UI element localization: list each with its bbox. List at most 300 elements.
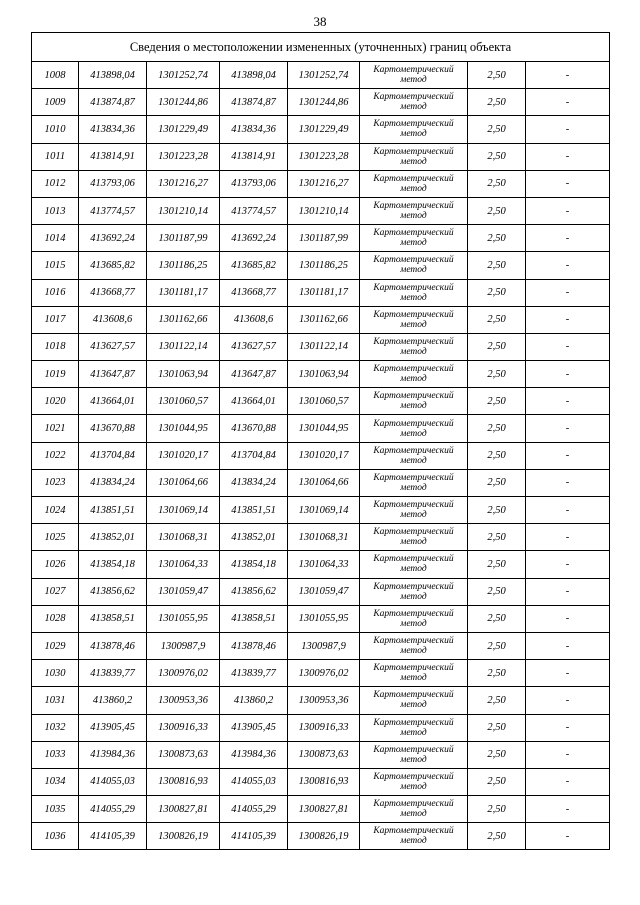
point-number-cell: 1030 <box>32 660 79 687</box>
existing-x-cell: 413854,18 <box>79 551 147 578</box>
existing-y-cell: 1301162,66 <box>147 306 220 333</box>
accuracy-cell: 2,50 <box>468 768 526 795</box>
method-line-1: Картометрический <box>373 201 454 212</box>
existing-y-cell: 1301244,86 <box>147 89 220 116</box>
accuracy-cell: 2,50 <box>468 524 526 551</box>
refined-y-cell: 1300953,36 <box>288 687 360 714</box>
existing-x-cell: 413878,46 <box>79 632 147 659</box>
existing-y-cell: 1301216,27 <box>147 170 220 197</box>
refined-x-cell: 413854,18 <box>220 551 288 578</box>
existing-x-cell: 413898,04 <box>79 62 147 89</box>
point-number-cell: 1009 <box>32 89 79 116</box>
method-cell <box>360 306 468 333</box>
refined-x-cell: 413874,87 <box>220 89 288 116</box>
refined-y-cell: 1300826,19 <box>288 823 360 850</box>
method-cell <box>360 741 468 768</box>
description-cell: - <box>526 823 610 850</box>
refined-x-cell: 413878,46 <box>220 632 288 659</box>
method-line-2: метод <box>400 211 427 222</box>
method-line-2: метод <box>400 129 427 140</box>
refined-y-cell: 1301122,14 <box>288 333 360 360</box>
existing-y-cell: 1301187,99 <box>147 225 220 252</box>
accuracy-cell: 2,50 <box>468 796 526 823</box>
existing-x-cell: 413608,6 <box>79 306 147 333</box>
point-number-cell: 1029 <box>32 632 79 659</box>
point-number-cell: 1014 <box>32 225 79 252</box>
existing-y-cell: 1300916,33 <box>147 714 220 741</box>
method-line-1: Картометрический <box>373 554 454 565</box>
refined-x-cell: 413839,77 <box>220 660 288 687</box>
method-cell <box>360 578 468 605</box>
point-number-cell: 1012 <box>32 170 79 197</box>
existing-x-cell: 413858,51 <box>79 605 147 632</box>
method-cell <box>360 415 468 442</box>
refined-x-cell: 413685,82 <box>220 252 288 279</box>
table-row <box>32 660 610 687</box>
method-cell <box>360 796 468 823</box>
table-row <box>32 197 610 224</box>
accuracy-cell: 2,50 <box>468 660 526 687</box>
refined-x-cell: 413851,51 <box>220 497 288 524</box>
existing-x-cell: 413839,77 <box>79 660 147 687</box>
existing-y-cell: 1301063,94 <box>147 361 220 388</box>
existing-y-cell: 1301060,57 <box>147 388 220 415</box>
accuracy-cell: 2,50 <box>468 333 526 360</box>
existing-y-cell: 1301064,66 <box>147 469 220 496</box>
refined-y-cell: 1301186,25 <box>288 252 360 279</box>
refined-x-cell: 413905,45 <box>220 714 288 741</box>
method-line-1: Картометрический <box>373 690 454 701</box>
existing-y-cell: 1301252,74 <box>147 62 220 89</box>
method-cell <box>360 361 468 388</box>
refined-x-cell: 413793,06 <box>220 170 288 197</box>
existing-x-cell: 413984,36 <box>79 741 147 768</box>
point-number-cell: 1034 <box>32 768 79 795</box>
table-row <box>32 442 610 469</box>
refined-y-cell: 1301216,27 <box>288 170 360 197</box>
accuracy-cell: 2,50 <box>468 225 526 252</box>
existing-y-cell: 1300873,63 <box>147 741 220 768</box>
description-cell: - <box>526 89 610 116</box>
accuracy-cell: 2,50 <box>468 197 526 224</box>
table-title: Сведения о местоположении измененных (уточненных) границ объекта <box>32 33 610 62</box>
existing-x-cell: 413692,24 <box>79 225 147 252</box>
accuracy-cell: 2,50 <box>468 714 526 741</box>
method-line-2: метод <box>400 836 427 847</box>
point-number-cell: 1036 <box>32 823 79 850</box>
method-line-1: Картометрический <box>373 581 454 592</box>
existing-x-cell: 413647,87 <box>79 361 147 388</box>
point-number-cell: 1017 <box>32 306 79 333</box>
method-line-2: метод <box>400 646 427 657</box>
refined-x-cell: 413834,36 <box>220 116 288 143</box>
refined-x-cell: 413668,77 <box>220 279 288 306</box>
table-row <box>32 388 610 415</box>
description-cell: - <box>526 578 610 605</box>
description-cell: - <box>526 469 610 496</box>
refined-y-cell: 1301063,94 <box>288 361 360 388</box>
method-line-1: Картометрический <box>373 418 454 429</box>
description-cell: - <box>526 62 610 89</box>
method-line-1: Картометрический <box>373 527 454 538</box>
boundary-coordinates-table <box>31 32 610 850</box>
accuracy-cell: 2,50 <box>468 62 526 89</box>
accuracy-cell: 2,50 <box>468 605 526 632</box>
point-number-cell: 1035 <box>32 796 79 823</box>
refined-x-cell: 413647,87 <box>220 361 288 388</box>
method-line-2: метод <box>400 183 427 194</box>
point-number-cell: 1011 <box>32 143 79 170</box>
table-row <box>32 687 610 714</box>
method-cell <box>360 632 468 659</box>
method-line-2: метод <box>400 374 427 385</box>
existing-x-cell: 413685,82 <box>79 252 147 279</box>
method-line-2: метод <box>400 618 427 629</box>
method-line-1: Картометрический <box>373 500 454 511</box>
method-line-2: метод <box>400 401 427 412</box>
refined-y-cell: 1301059,47 <box>288 578 360 605</box>
point-number-cell: 1018 <box>32 333 79 360</box>
existing-y-cell: 1301181,17 <box>147 279 220 306</box>
refined-y-cell: 1301210,14 <box>288 197 360 224</box>
table-row <box>32 306 610 333</box>
method-cell <box>360 823 468 850</box>
description-cell: - <box>526 768 610 795</box>
existing-x-cell: 413670,88 <box>79 415 147 442</box>
method-cell <box>360 768 468 795</box>
method-cell <box>360 197 468 224</box>
refined-y-cell: 1300873,63 <box>288 741 360 768</box>
method-cell <box>360 497 468 524</box>
method-cell <box>360 660 468 687</box>
description-cell: - <box>526 361 610 388</box>
refined-y-cell: 1300987,9 <box>288 632 360 659</box>
point-number-cell: 1013 <box>32 197 79 224</box>
method-line-2: метод <box>400 781 427 792</box>
method-cell <box>360 225 468 252</box>
table-row <box>32 143 610 170</box>
existing-y-cell: 1301210,14 <box>147 197 220 224</box>
point-number-cell: 1016 <box>32 279 79 306</box>
method-line-2: метод <box>400 238 427 249</box>
method-line-2: метод <box>400 510 427 521</box>
existing-x-cell: 413704,84 <box>79 442 147 469</box>
accuracy-cell: 2,50 <box>468 497 526 524</box>
description-cell: - <box>526 442 610 469</box>
accuracy-cell: 2,50 <box>468 823 526 850</box>
existing-x-cell: 413664,01 <box>79 388 147 415</box>
accuracy-cell: 2,50 <box>468 687 526 714</box>
existing-x-cell: 413834,36 <box>79 116 147 143</box>
method-line-1: Картометрический <box>373 771 454 782</box>
method-line-1: Картометрический <box>373 744 454 755</box>
point-number-cell: 1015 <box>32 252 79 279</box>
table-row <box>32 823 610 850</box>
existing-x-cell: 413814,91 <box>79 143 147 170</box>
point-number-cell: 1025 <box>32 524 79 551</box>
accuracy-cell: 2,50 <box>468 741 526 768</box>
accuracy-cell: 2,50 <box>468 170 526 197</box>
method-line-1: Картометрический <box>373 799 454 810</box>
existing-y-cell: 1300976,02 <box>147 660 220 687</box>
description-cell: - <box>526 333 610 360</box>
method-line-2: метод <box>400 156 427 167</box>
refined-x-cell: 413898,04 <box>220 62 288 89</box>
point-number-cell: 1021 <box>32 415 79 442</box>
table-body <box>32 62 610 850</box>
accuracy-cell: 2,50 <box>468 442 526 469</box>
accuracy-cell: 2,50 <box>468 252 526 279</box>
method-line-1: Картометрический <box>373 364 454 375</box>
refined-x-cell: 414055,29 <box>220 796 288 823</box>
accuracy-cell: 2,50 <box>468 89 526 116</box>
method-line-2: метод <box>400 102 427 113</box>
method-cell <box>360 551 468 578</box>
refined-y-cell: 1301060,57 <box>288 388 360 415</box>
accuracy-cell: 2,50 <box>468 551 526 578</box>
existing-y-cell: 1300953,36 <box>147 687 220 714</box>
description-cell: - <box>526 170 610 197</box>
method-line-2: метод <box>400 482 427 493</box>
method-cell <box>360 714 468 741</box>
accuracy-cell: 2,50 <box>468 632 526 659</box>
existing-x-cell: 414055,03 <box>79 768 147 795</box>
table-row <box>32 605 610 632</box>
existing-y-cell: 1301044,95 <box>147 415 220 442</box>
method-line-2: метод <box>400 455 427 466</box>
description-cell: - <box>526 660 610 687</box>
table-row <box>32 170 610 197</box>
method-line-2: метод <box>400 346 427 357</box>
refined-y-cell: 1301181,17 <box>288 279 360 306</box>
accuracy-cell: 2,50 <box>468 306 526 333</box>
refined-x-cell: 413664,01 <box>220 388 288 415</box>
table-row <box>32 469 610 496</box>
refined-x-cell: 413858,51 <box>220 605 288 632</box>
accuracy-cell: 2,50 <box>468 388 526 415</box>
method-line-1: Картометрический <box>373 445 454 456</box>
existing-x-cell: 413860,2 <box>79 687 147 714</box>
refined-y-cell: 1301055,95 <box>288 605 360 632</box>
method-line-2: метод <box>400 591 427 602</box>
description-cell: - <box>526 796 610 823</box>
method-cell <box>360 469 468 496</box>
description-cell: - <box>526 197 610 224</box>
description-cell: - <box>526 306 610 333</box>
method-line-1: Картометрический <box>373 173 454 184</box>
existing-y-cell: 1301186,25 <box>147 252 220 279</box>
page-number: 38 <box>313 14 327 29</box>
method-line-1: Картометрический <box>373 282 454 293</box>
description-cell: - <box>526 116 610 143</box>
table-row <box>32 252 610 279</box>
table-row <box>32 632 610 659</box>
table-row <box>32 333 610 360</box>
point-number-cell: 1027 <box>32 578 79 605</box>
method-line-2: метод <box>400 754 427 765</box>
method-line-1: Картометрический <box>373 608 454 619</box>
point-number-cell: 1033 <box>32 741 79 768</box>
method-cell <box>360 442 468 469</box>
refined-y-cell: 1301187,99 <box>288 225 360 252</box>
method-line-1: Картометрический <box>373 636 454 647</box>
description-cell: - <box>526 714 610 741</box>
method-cell <box>360 279 468 306</box>
description-cell: - <box>526 741 610 768</box>
table-row <box>32 116 610 143</box>
refined-x-cell: 413670,88 <box>220 415 288 442</box>
accuracy-cell: 2,50 <box>468 279 526 306</box>
method-cell <box>360 143 468 170</box>
existing-x-cell: 414105,39 <box>79 823 147 850</box>
refined-x-cell: 414055,03 <box>220 768 288 795</box>
point-number-cell: 1020 <box>32 388 79 415</box>
method-line-1: Картометрический <box>373 309 454 320</box>
table-row <box>32 796 610 823</box>
method-cell <box>360 252 468 279</box>
table-row <box>32 225 610 252</box>
refined-y-cell: 1301223,28 <box>288 143 360 170</box>
existing-x-cell: 413874,87 <box>79 89 147 116</box>
point-number-cell: 1023 <box>32 469 79 496</box>
point-number-cell: 1008 <box>32 62 79 89</box>
method-line-1: Картометрический <box>373 255 454 266</box>
existing-y-cell: 1301059,47 <box>147 578 220 605</box>
existing-y-cell: 1300827,81 <box>147 796 220 823</box>
method-cell <box>360 116 468 143</box>
table-row <box>32 768 610 795</box>
existing-y-cell: 1301068,31 <box>147 524 220 551</box>
table-row <box>32 524 610 551</box>
existing-x-cell: 413851,51 <box>79 497 147 524</box>
method-cell <box>360 333 468 360</box>
description-cell: - <box>526 687 610 714</box>
table-row <box>32 497 610 524</box>
refined-x-cell: 413704,84 <box>220 442 288 469</box>
method-line-2: метод <box>400 292 427 303</box>
existing-y-cell: 1301122,14 <box>147 333 220 360</box>
existing-x-cell: 414055,29 <box>79 796 147 823</box>
refined-x-cell: 413692,24 <box>220 225 288 252</box>
point-number-cell: 1032 <box>32 714 79 741</box>
description-cell: - <box>526 632 610 659</box>
description-cell: - <box>526 143 610 170</box>
point-number-cell: 1024 <box>32 497 79 524</box>
method-line-1: Картометрический <box>373 717 454 728</box>
existing-x-cell: 413852,01 <box>79 524 147 551</box>
existing-x-cell: 413774,57 <box>79 197 147 224</box>
method-cell <box>360 524 468 551</box>
existing-y-cell: 1301064,33 <box>147 551 220 578</box>
accuracy-cell: 2,50 <box>468 578 526 605</box>
method-line-2: метод <box>400 809 427 820</box>
refined-y-cell: 1300827,81 <box>288 796 360 823</box>
method-line-2: метод <box>400 75 427 86</box>
description-cell: - <box>526 415 610 442</box>
refined-x-cell: 413608,6 <box>220 306 288 333</box>
point-number-cell: 1022 <box>32 442 79 469</box>
refined-y-cell: 1301069,14 <box>288 497 360 524</box>
refined-y-cell: 1300816,93 <box>288 768 360 795</box>
description-cell: - <box>526 497 610 524</box>
accuracy-cell: 2,50 <box>468 469 526 496</box>
existing-x-cell: 413905,45 <box>79 714 147 741</box>
method-line-1: Картометрический <box>373 228 454 239</box>
existing-x-cell: 413834,24 <box>79 469 147 496</box>
table-row <box>32 714 610 741</box>
description-cell: - <box>526 225 610 252</box>
refined-x-cell: 413774,57 <box>220 197 288 224</box>
refined-x-cell: 413627,57 <box>220 333 288 360</box>
refined-y-cell: 1301044,95 <box>288 415 360 442</box>
method-cell <box>360 687 468 714</box>
table-row <box>32 89 610 116</box>
existing-x-cell: 413793,06 <box>79 170 147 197</box>
refined-x-cell: 413834,24 <box>220 469 288 496</box>
method-line-1: Картометрический <box>373 65 454 76</box>
method-line-1: Картометрический <box>373 92 454 103</box>
method-cell <box>360 89 468 116</box>
existing-y-cell: 1301229,49 <box>147 116 220 143</box>
refined-x-cell: 413856,62 <box>220 578 288 605</box>
existing-x-cell: 413627,57 <box>79 333 147 360</box>
accuracy-cell: 2,50 <box>468 116 526 143</box>
point-number-cell: 1019 <box>32 361 79 388</box>
existing-y-cell: 1301069,14 <box>147 497 220 524</box>
table-row <box>32 551 610 578</box>
table-row <box>32 415 610 442</box>
refined-y-cell: 1301162,66 <box>288 306 360 333</box>
refined-y-cell: 1301244,86 <box>288 89 360 116</box>
method-line-2: метод <box>400 537 427 548</box>
method-line-1: Картометрический <box>373 336 454 347</box>
existing-y-cell: 1301055,95 <box>147 605 220 632</box>
description-cell: - <box>526 605 610 632</box>
refined-x-cell: 413860,2 <box>220 687 288 714</box>
table-row <box>32 578 610 605</box>
method-line-2: метод <box>400 700 427 711</box>
method-line-1: Картометрический <box>373 119 454 130</box>
accuracy-cell: 2,50 <box>468 361 526 388</box>
point-number-cell: 1028 <box>32 605 79 632</box>
existing-x-cell: 413668,77 <box>79 279 147 306</box>
refined-x-cell: 414105,39 <box>220 823 288 850</box>
table-row <box>32 279 610 306</box>
point-number-cell: 1026 <box>32 551 79 578</box>
table-row <box>32 62 610 89</box>
method-line-2: метод <box>400 673 427 684</box>
description-cell: - <box>526 388 610 415</box>
refined-y-cell: 1300976,02 <box>288 660 360 687</box>
existing-y-cell: 1300816,93 <box>147 768 220 795</box>
method-line-2: метод <box>400 265 427 276</box>
existing-y-cell: 1300826,19 <box>147 823 220 850</box>
point-number-cell: 1031 <box>32 687 79 714</box>
refined-y-cell: 1300916,33 <box>288 714 360 741</box>
method-cell <box>360 388 468 415</box>
existing-y-cell: 1301020,17 <box>147 442 220 469</box>
point-number-cell: 1010 <box>32 116 79 143</box>
accuracy-cell: 2,50 <box>468 143 526 170</box>
description-cell: - <box>526 524 610 551</box>
method-line-1: Картометрический <box>373 146 454 157</box>
method-cell <box>360 170 468 197</box>
refined-y-cell: 1301020,17 <box>288 442 360 469</box>
method-line-2: метод <box>400 564 427 575</box>
refined-y-cell: 1301064,66 <box>288 469 360 496</box>
refined-y-cell: 1301229,49 <box>288 116 360 143</box>
existing-y-cell: 1301223,28 <box>147 143 220 170</box>
